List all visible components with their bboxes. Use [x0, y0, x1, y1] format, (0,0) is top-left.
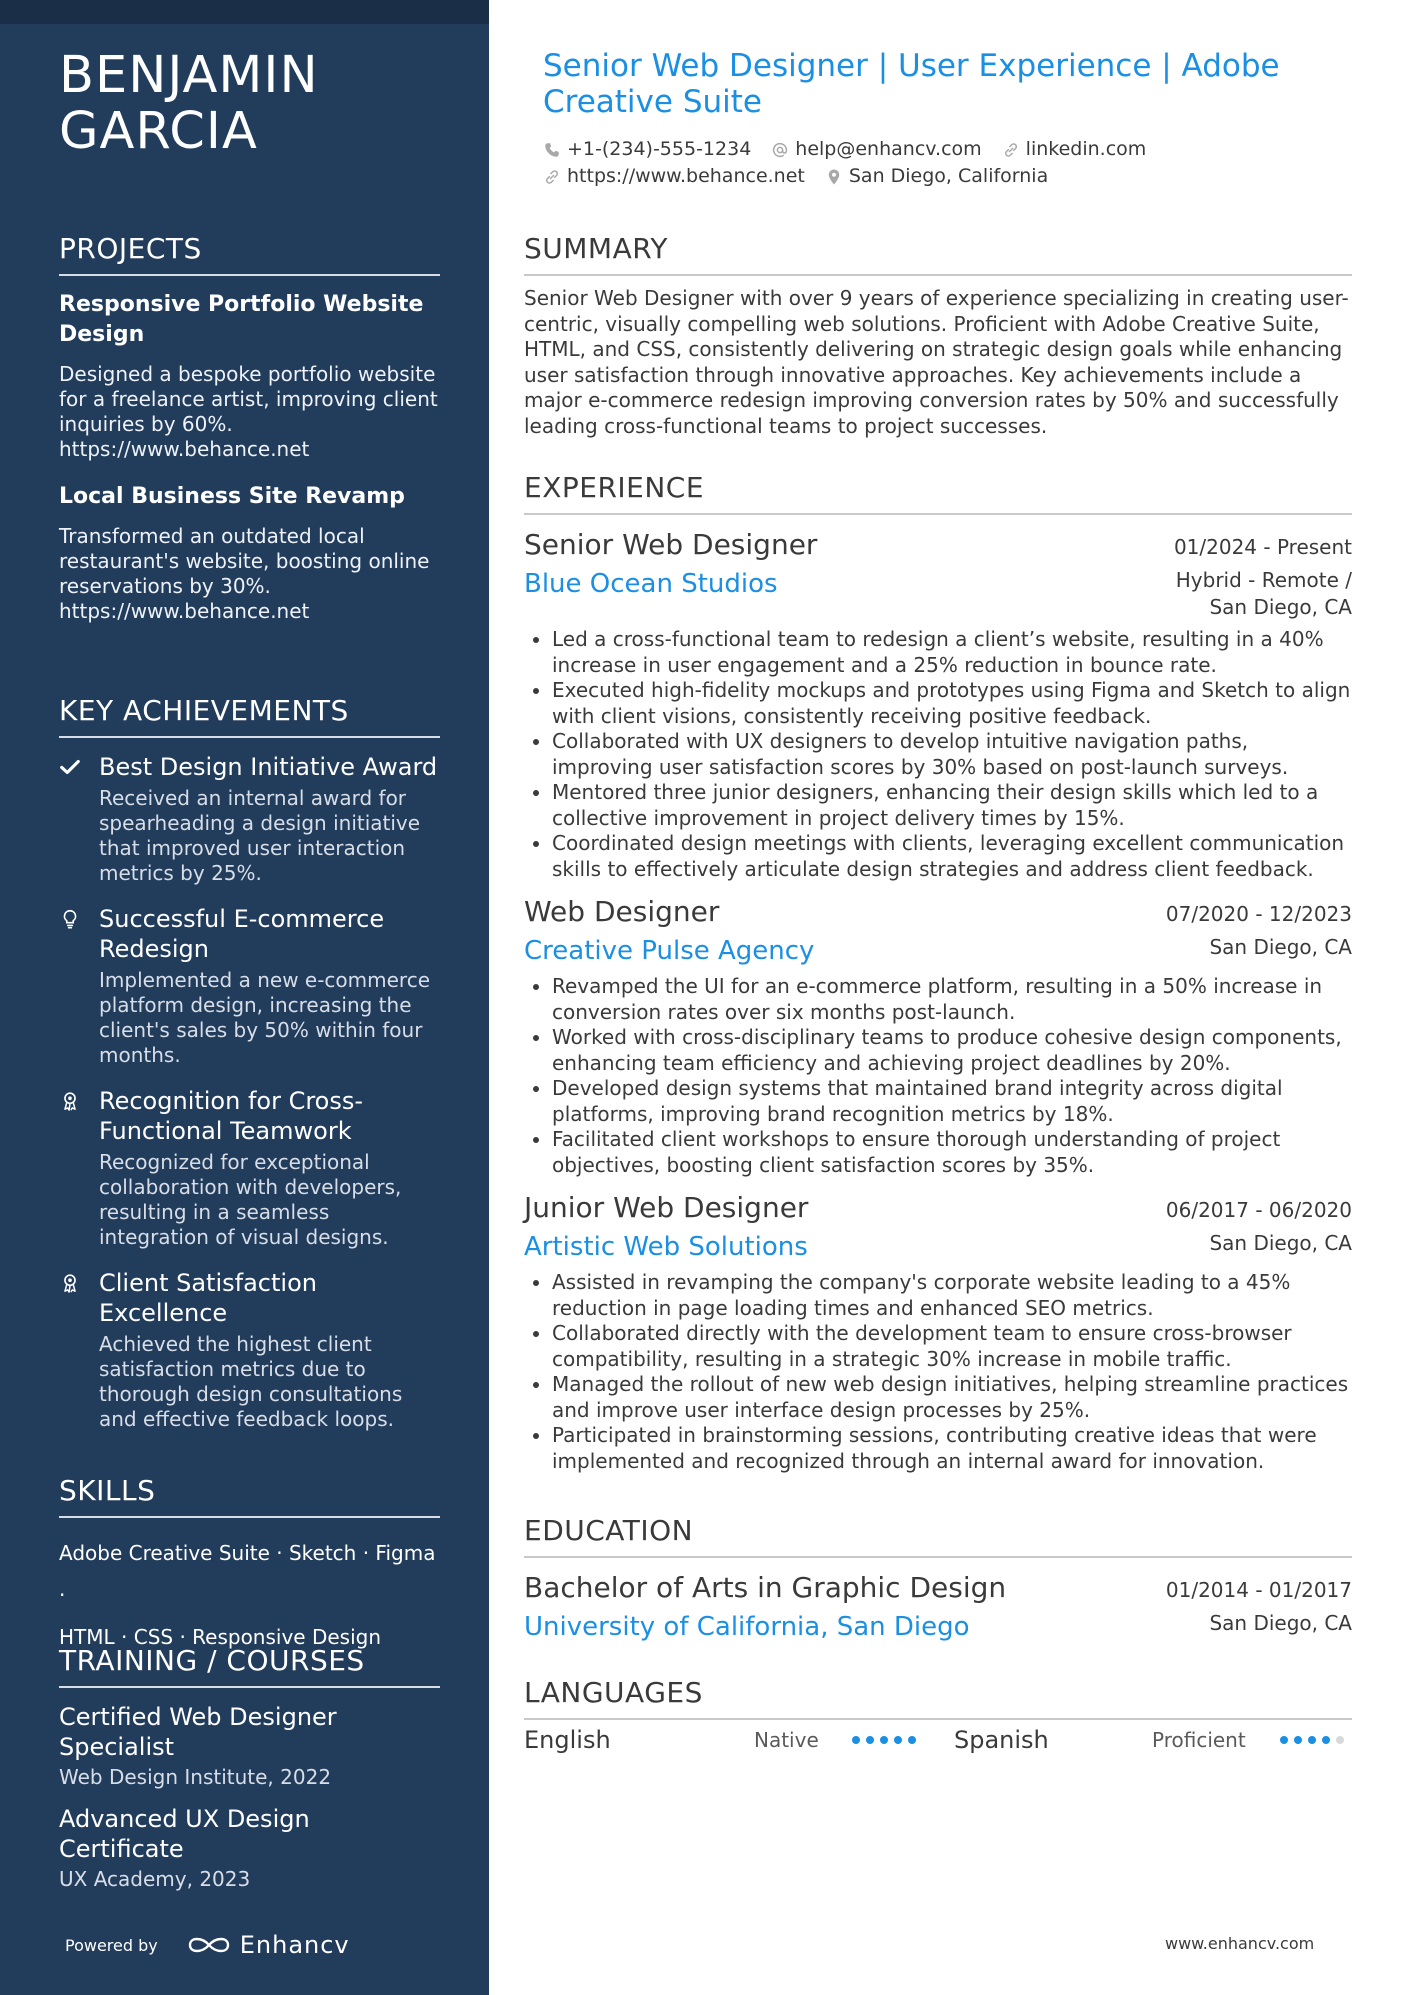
website-text: https://www.behance.net	[567, 165, 805, 187]
job-role: Web Designer	[524, 895, 720, 928]
achievement-description: Received an internal award for spearheading a design initiative that improved user interaction metrics by 25%.	[99, 786, 421, 885]
education-dates: 01/2014 - 01/2017	[1165, 1578, 1352, 1602]
languages-section	[524, 1676, 1352, 1754]
rating-dot-filled	[852, 1736, 860, 1744]
job-company[interactable]: Blue Ocean Studios	[524, 569, 778, 599]
rating-dot-filled	[894, 1736, 902, 1744]
at-icon	[771, 141, 789, 159]
languages-row	[524, 1726, 1352, 1754]
candidate-name: BENJAMIN GARCIA	[59, 46, 319, 161]
summary-section	[524, 232, 1352, 439]
link-icon	[543, 168, 561, 186]
job-location-line: Hybrid - Remote /	[1175, 568, 1352, 592]
course-provider: Web Design Institute, 2022	[59, 1765, 332, 1789]
rating-dot-empty	[1336, 1736, 1344, 1744]
achievement-item	[59, 1268, 440, 1432]
job-bullet: • Revamped the UI for an e-commerce platform, resulting in a 50% increase in conversion rates over six months post-launch.	[552, 974, 1352, 1025]
language-name: Spanish	[954, 1726, 1049, 1754]
language-rating	[1280, 1736, 1350, 1744]
enhancv-logo-icon	[186, 1933, 232, 1957]
project-description	[59, 362, 440, 462]
project-link[interactable]: https://www.behance.net	[59, 599, 310, 623]
rating-dot-filled	[1280, 1736, 1288, 1744]
achievement-description: Recognized for exceptional collaboration with developers, resulting in a seamless integration of visual designs.	[99, 1150, 402, 1249]
project-description	[59, 524, 440, 624]
job-location-line: San Diego, CA	[1209, 595, 1352, 619]
check-icon	[59, 752, 99, 886]
job-bullet: • Collaborated directly with the development team to ensure cross-browser compatibility, resulting in a strategic 30% increase in mobile traffic.	[552, 1321, 1352, 1372]
job-role: Senior Web Designer	[524, 528, 818, 561]
job-bullet: • Led a cross-functional team to redesign a client’s website, resulting in a 40% increase in user engagement and a 25% reduction in bounce rate.	[552, 627, 1352, 678]
location-pin-icon	[825, 168, 843, 186]
education-location: San Diego, CA	[1209, 1611, 1352, 1635]
experience-title: EXPERIENCE	[524, 471, 1352, 515]
project-desc-text: Designed a bespoke portfolio website for a freelance artist, improving client inquiries by 60%.	[59, 362, 438, 436]
skills-line: Adobe Creative Suite · Sketch · Figma ·	[59, 1541, 436, 1607]
linkedin-text: linkedin.com	[1025, 138, 1147, 160]
language-item	[524, 1726, 954, 1754]
job-bullet: • Facilitated client workshops to ensure thorough understanding of project objectives, boosting client satisfaction scores by 35%.	[552, 1127, 1352, 1178]
course-provider: UX Academy, 2023	[59, 1867, 251, 1891]
rating-dot-filled	[908, 1736, 916, 1744]
phone-text: +1-(234)-555-1234	[567, 138, 752, 160]
rating-dot-filled	[1294, 1736, 1302, 1744]
job-role: Junior Web Designer	[524, 1191, 809, 1224]
achievement-description: Achieved the highest client satisfaction metrics due to thorough design consultations and effective feedback loops.	[99, 1332, 403, 1431]
achievement-title: Client Satisfaction Excellence	[99, 1269, 317, 1327]
projects-title: PROJECTS	[59, 232, 440, 276]
job-bullet: • Coordinated design meetings with clients, leveraging excellent communication skills to effectively articulate design strategies and address client feedback.	[552, 831, 1352, 882]
job-company[interactable]: Artistic Web Solutions	[524, 1232, 808, 1262]
job-bullets	[524, 974, 1352, 1178]
sidebar-top-band	[0, 0, 489, 24]
course-title: Certified Web Designer Specialist	[59, 1703, 337, 1761]
achievement-item	[59, 904, 440, 1068]
language-level: Native	[754, 1728, 819, 1752]
course-title: Advanced UX Design Certificate	[59, 1805, 310, 1863]
job-entry	[524, 894, 1352, 1178]
job-bullet: • Collaborated with UX designers to develop intuitive navigation paths, improving user satisfaction scores by 30% based on post-launch surveys.	[552, 729, 1352, 780]
achievements-section	[59, 694, 440, 1450]
degree: Bachelor of Arts in Graphic Design	[524, 1571, 1007, 1604]
job-location	[1176, 567, 1352, 621]
job-company[interactable]: Creative Pulse Agency	[524, 936, 815, 966]
project-title: Local Business Site Revamp	[59, 484, 405, 509]
enhancv-logo[interactable]	[186, 1931, 350, 1959]
job-bullet: • Assisted in revamping the company's corporate website leading to a 45% reduction in page loading times and enhanced SEO metrics.	[552, 1270, 1352, 1321]
job-location: San Diego, CA	[1209, 935, 1352, 959]
rating-dot-filled	[880, 1736, 888, 1744]
achievement-description: Implemented a new e-commerce platform design, increasing the client's sales by 50% within four months.	[99, 968, 431, 1067]
contact-linkedin[interactable]	[1002, 136, 1147, 163]
email-text: help@enhancv.com	[795, 138, 982, 160]
job-entry	[524, 1190, 1352, 1474]
powered-by-label: Powered by	[65, 1935, 158, 1955]
education-entry	[524, 1570, 1352, 1644]
job-dates: 06/2017 - 06/2020	[1165, 1198, 1352, 1222]
project-desc-text: Transformed an outdated local restaurant's website, boosting online reservations by 30%.	[59, 524, 430, 598]
projects-section	[59, 232, 440, 644]
phone-icon	[543, 141, 561, 159]
rating-dot-filled	[866, 1736, 874, 1744]
job-entry	[524, 527, 1352, 882]
education-section	[524, 1514, 1352, 1644]
summary-text: Senior Web Designer with over 9 years of experience specializing in creating user-centric, visually compelling web solutions. Proficient with Adobe Creative Suite, HTML, and CSS, consistently delivering on strategic design goals while enhancing user satisfaction through innovative approaches. Key achievements include a major e-commerce redesign improving conversion rates by 50% and successfully leading cross-functional teams to project successes.	[524, 286, 1349, 438]
rating-dot-filled	[1322, 1736, 1330, 1744]
language-level: Proficient	[1152, 1728, 1246, 1752]
achievements-title: KEY ACHIEVEMENTS	[59, 694, 440, 738]
job-bullet: • Worked with cross-disciplinary teams to produce cohesive design components, enhancing team efficiency and achieving project deadlines by 20%.	[552, 1025, 1352, 1076]
link-icon	[1002, 141, 1020, 159]
headline: Senior Web Designer | User Experience | Adobe Creative Suite	[543, 48, 1280, 120]
contact-phone[interactable]	[543, 136, 751, 163]
skills-line: HTML · CSS · Responsive Design	[59, 1625, 382, 1649]
achievement-title: Successful E-commerce Redesign	[99, 905, 385, 963]
school[interactable]: University of California, San Diego	[524, 1612, 970, 1642]
rating-dot-filled	[1308, 1736, 1316, 1744]
job-bullets	[524, 627, 1352, 882]
language-name: English	[524, 1726, 611, 1754]
job-bullet: • Developed design systems that maintained brand integrity across digital platforms, improving brand recognition metrics by 18%.	[552, 1076, 1352, 1127]
achievement-title: Best Design Initiative Award	[99, 753, 438, 781]
job-dates: 01/2024 - Present	[1173, 535, 1352, 559]
job-bullet: • Participated in brainstorming sessions, contributing creative ideas that were implemented and recognized through an internal award for innovation.	[552, 1423, 1352, 1474]
job-bullet: • Managed the rollout of new web design initiatives, helping streamline practices and improve user interface design processes by 25%.	[552, 1372, 1352, 1423]
training-section	[59, 1644, 440, 1906]
experience-section	[524, 471, 1352, 1474]
training-title: TRAINING / COURSES	[59, 1644, 440, 1688]
location-text: San Diego, California	[848, 165, 1049, 187]
powered-by	[65, 1931, 350, 1959]
language-item	[954, 1726, 1352, 1754]
achievement-title: Recognition for Cross-Functional Teamwork	[99, 1087, 364, 1145]
education-title: EDUCATION	[524, 1514, 1352, 1558]
job-dates: 07/2020 - 12/2023	[1165, 902, 1352, 926]
contact-location	[825, 163, 1048, 190]
achievement-item	[59, 1086, 440, 1250]
award-icon	[59, 1268, 99, 1432]
languages-title: LANGUAGES	[524, 1676, 1352, 1720]
job-bullets	[524, 1270, 1352, 1474]
project-title: Responsive Portfolio Website Design	[59, 292, 424, 347]
job-bullet: • Executed high-fidelity mockups and prototypes using Figma and Sketch to align with client visions, consistently receiving positive feedback.	[552, 678, 1352, 729]
language-rating	[852, 1736, 922, 1744]
project-link[interactable]: https://www.behance.net	[59, 437, 310, 461]
lightbulb-icon	[59, 904, 99, 1068]
job-bullet: • Mentored three junior designers, enhancing their design skills which led to a collective improvement in project delivery times by 15%.	[552, 780, 1352, 831]
enhancv-brand: Enhancv	[239, 1931, 350, 1959]
contact-email[interactable]	[771, 136, 981, 163]
award-icon	[59, 1086, 99, 1250]
contact-info	[543, 136, 1323, 190]
job-location: San Diego, CA	[1209, 1231, 1352, 1255]
skills-list	[59, 1532, 440, 1658]
summary-title: SUMMARY	[524, 232, 1352, 276]
contact-website[interactable]	[543, 163, 805, 190]
sidebar	[0, 0, 489, 1995]
footer-url[interactable]: www.enhancv.com	[1165, 1934, 1315, 1953]
achievement-item	[59, 752, 440, 886]
skills-section	[59, 1474, 440, 1658]
skills-title: SKILLS	[59, 1474, 440, 1518]
